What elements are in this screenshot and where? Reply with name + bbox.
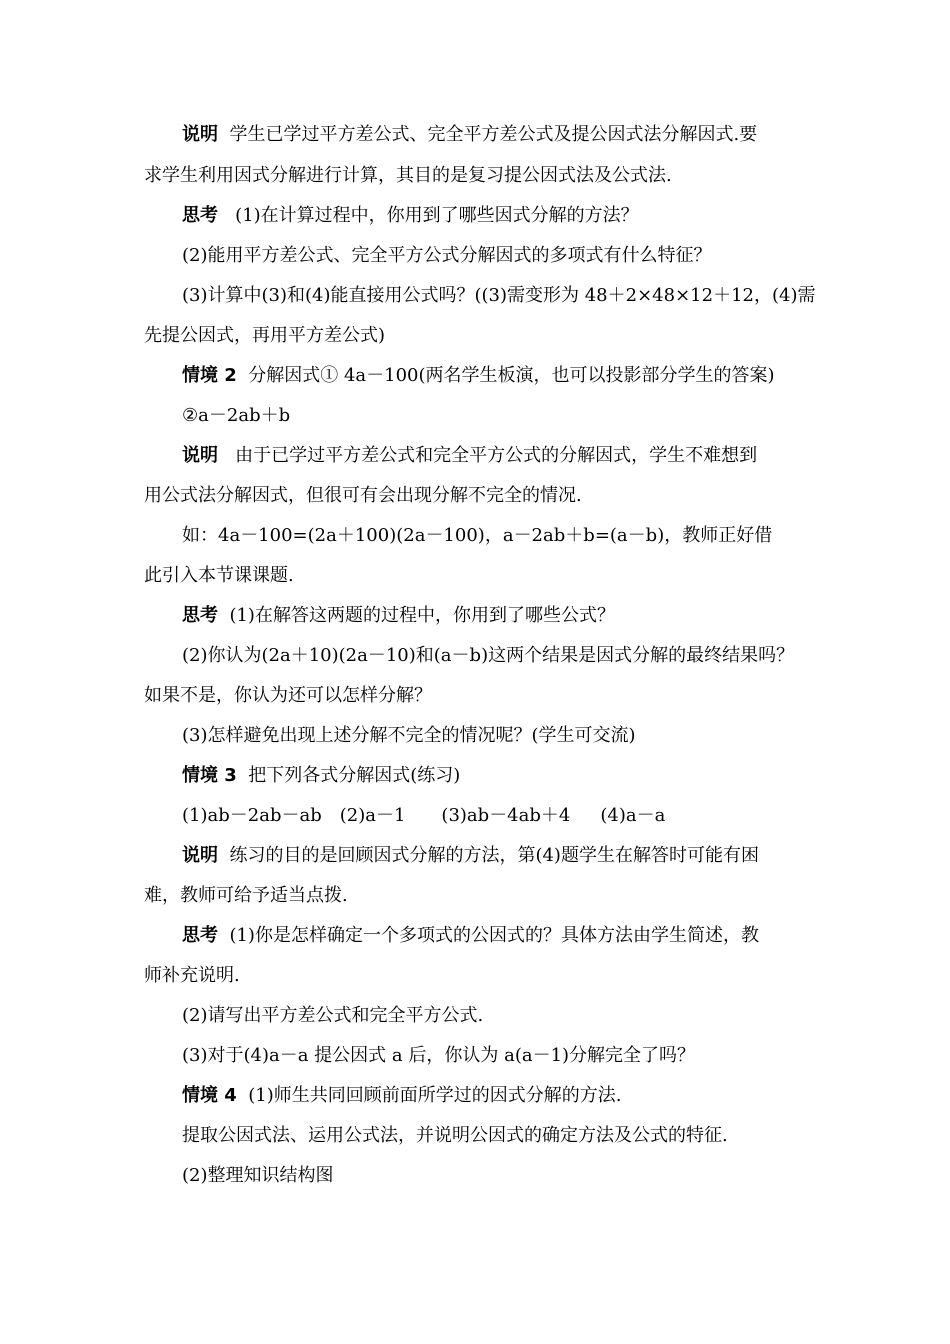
label-think: 思考: [182, 605, 218, 626]
paragraph-scenario-4-text: [182, 1123, 728, 1149]
label-think: 思考: [182, 925, 218, 946]
text: ): [657, 525, 665, 546]
label-scenario: 情境 3: [182, 765, 237, 786]
text: 用公式法分解因式，但很可有会出现分解不完全的情况.: [144, 485, 582, 506]
text: (2)a: [339, 805, 376, 826]
text: －1: [375, 805, 406, 826]
text: b－ab: [269, 805, 322, 826]
paragraph-think-2-q2-cont: [144, 683, 432, 709]
paragraph-scenario-3: [182, 763, 460, 789]
text: ＋2×48×12＋12: [607, 285, 754, 306]
paragraph-think-1-q3: [182, 283, 815, 309]
text: (3)对于(4)a: [182, 1045, 280, 1066]
text: b: [553, 525, 566, 546]
text: 分解因式① 4a: [248, 365, 367, 386]
text: 先提公因式，再用平方差公式): [144, 325, 386, 346]
text: ，教师正好借: [664, 525, 773, 546]
paragraph-think-1-q3-cont: [144, 323, 385, 349]
paragraph-think-1: [182, 203, 639, 229]
text: (1)在解答这两题的过程中，你用到了哪些公式？: [229, 605, 615, 626]
paragraph-note-1: [182, 122, 757, 148]
text: ＋b: [565, 525, 595, 546]
text: (3)计算中(3)和(4)能直接用公式吗？((3)需变形为 48: [182, 285, 608, 306]
text: 此引入本节课课题.: [144, 565, 294, 586]
text: (3)怎样避免出现上述分解不完全的情况呢？(学生可交流): [182, 725, 636, 746]
paragraph-note-1-cont: [144, 163, 672, 189]
paragraph-think-3-q3: [182, 1043, 695, 1069]
text: (2)能用平方差公式、完全平方公式分解因式的多项式有什么特征？: [182, 245, 712, 266]
paragraph-scenario-2-item2: [182, 403, 290, 429]
paragraph-think-3-q2: [182, 1003, 483, 1029]
text: －100)，a: [425, 525, 514, 546]
text: b: [249, 405, 261, 426]
label-scenario: 情境 2: [182, 365, 237, 386]
text: －2a: [229, 805, 270, 826]
text: ＋10)(2a: [290, 645, 368, 666]
text: －4ab＋4: [489, 805, 571, 826]
text: ②a: [182, 405, 209, 426]
text: 学生已学过平方差公式、完全平方差公式及提公因式法分解因式.要: [229, 124, 758, 145]
text: 这两个结果是因式分解的最终结果吗？: [488, 645, 795, 666]
paragraph-scenario-4: [182, 1083, 621, 1109]
text: (2)请写出平方差公式和完全平方公式.: [182, 1005, 484, 1026]
text: (4)a: [600, 805, 637, 826]
text: ): [481, 645, 489, 666]
label-think: 思考: [182, 205, 218, 226]
paragraph-think-3-cont: [144, 963, 240, 989]
text: －100(两名学生板演，也可以投影部分学生的答案): [366, 365, 775, 386]
text: (1)ab: [182, 805, 230, 826]
paragraph-think-2-q3: [182, 723, 636, 749]
text: (3)a: [441, 805, 478, 826]
label-note: 说明: [182, 845, 218, 866]
text: 由于已学过平方差公式和完全平方公式的分解因式，学生不难想到: [235, 445, 758, 466]
paragraph-exercises: [182, 803, 665, 829]
text: 练习的目的是回顾因式分解的方法，第(4)题学生在解答时可能有困: [229, 845, 759, 866]
label-scenario: 情境 4: [182, 1085, 237, 1106]
text: 如果不是，你认为还可以怎样分解？: [144, 685, 432, 706]
paragraph-note-3: [182, 843, 759, 869]
paragraph-scenario-2: [182, 363, 775, 389]
text: －1)分解完全了吗？: [532, 1045, 696, 1066]
text: (1)师生共同回顾前面所学过的因式分解的方法.: [248, 1085, 622, 1106]
text: －a 提公因式 a 后，你认为 a(a: [279, 1045, 533, 1066]
text: (1)你是怎样确定一个多项式的公因式的？具体方法由学生简述，教: [229, 925, 759, 946]
text: b: [477, 805, 490, 826]
paragraph-think-3: [182, 923, 759, 949]
text: ＋b: [260, 405, 291, 426]
label-note: 说明: [182, 445, 218, 466]
text: －2a: [513, 525, 554, 546]
text: －100=(2a: [240, 525, 337, 546]
paragraph-example-cont: [144, 563, 294, 589]
paragraph-think-1-q2: [182, 243, 712, 269]
text: －10)和(a: [367, 645, 452, 666]
text: ，(4)需: [753, 285, 816, 306]
paragraph-scenario-4-item2: [182, 1163, 334, 1189]
paragraph-note-2-cont: [144, 483, 582, 509]
text: (2)整理知识结构图: [182, 1165, 334, 1186]
text: 提取公因式法、运用公式法，并说明公因式的确定方法及公式的特征.: [182, 1125, 728, 1146]
paragraph-think-2: [182, 603, 615, 629]
text: －b: [451, 645, 482, 666]
text: (2)你认为(2a: [182, 645, 291, 666]
paragraph-note-3-cont: [144, 883, 348, 909]
text: 难，教师可给予适当点拨.: [144, 885, 348, 906]
text: －2a: [208, 405, 250, 426]
text: ＋100)(2a: [336, 525, 426, 546]
text: 求学生利用因式分解进行计算，其目的是复习提公因式法及公式法.: [144, 165, 672, 186]
label-note: 说明: [182, 124, 218, 145]
text: 把下列各式分解因式(练习): [248, 765, 461, 786]
text: －b: [627, 525, 658, 546]
paragraph-think-2-q2: [182, 643, 794, 669]
text: 如：4a: [182, 525, 241, 546]
paragraph-note-2: [182, 443, 757, 469]
text: (1)在计算过程中，你用到了哪些因式分解的方法？: [235, 205, 639, 226]
text: －a: [636, 805, 666, 826]
text: 师补充说明.: [144, 965, 240, 986]
paragraph-example: [182, 523, 772, 549]
text: =(a: [594, 525, 628, 546]
